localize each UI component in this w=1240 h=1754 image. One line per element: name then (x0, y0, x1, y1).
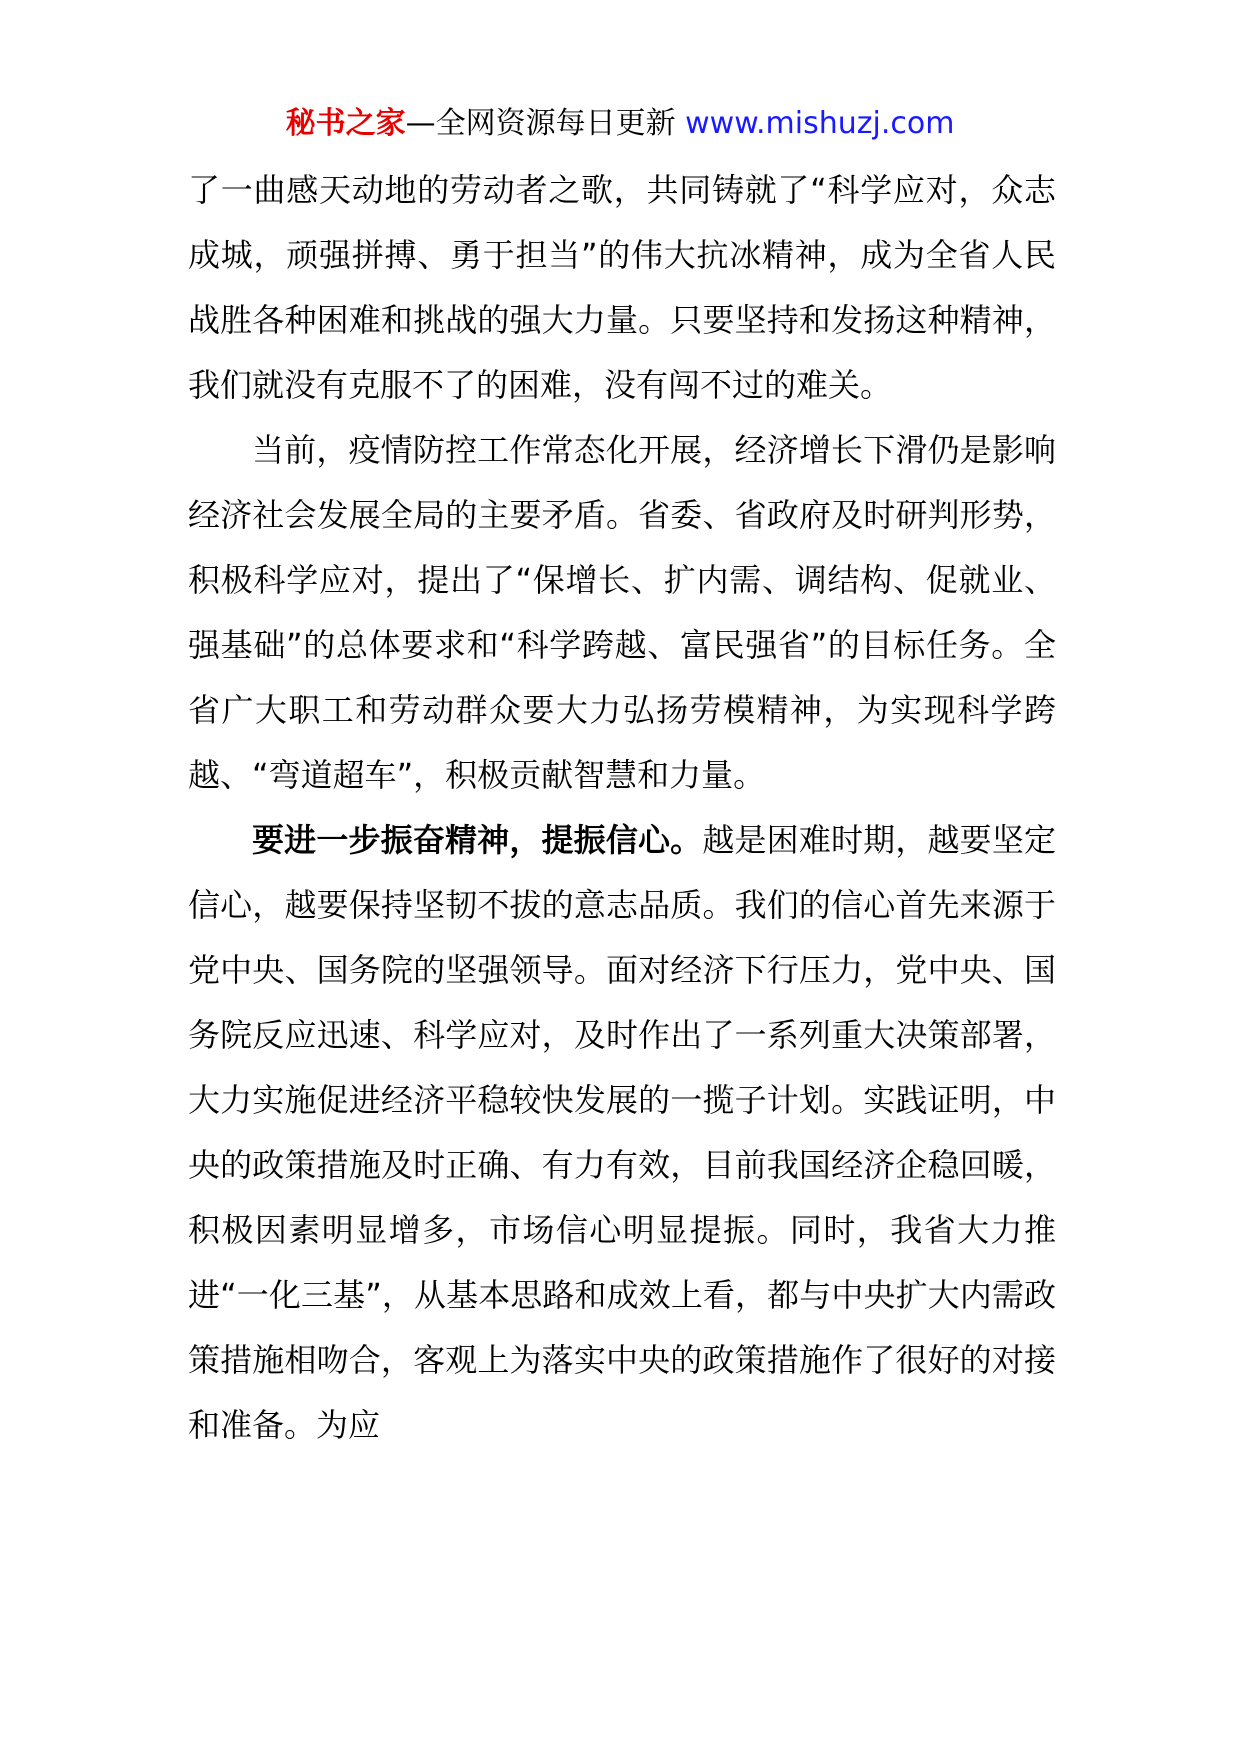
paragraph-3 (188, 808, 1056, 1458)
header-brand: 秘书之家 (285, 106, 406, 141)
paragraph-3-lead: 要进一步振奋精神，提振信心。 (252, 821, 703, 859)
paragraph-1-text: 了一曲感天动地的劳动者之歌，共同铸就了“科学应对，众志成城，顽强拼搏、勇于担当”的伟大抗冰精神，成为全省人民战胜各种困难和挑战的强大力量。只要坚持和发扬这种精神，我们就没有克服不了的困难，没有闯不过的难关。 (188, 171, 1056, 404)
page-header (0, 100, 1240, 148)
paragraph-2 (188, 418, 1056, 808)
paragraph-2-text: 当前，疫情防控工作常态化开展，经济增长下滑仍是影响经济社会发展全局的主要矛盾。省委、省政府及时研判形势，积极科学应对，提出了“保增长、扩内需、调结构、促就业、强基础”的总体要求和“科学跨越、富民强省”的目标任务。全省广大职工和劳动群众要大力弘扬劳模精神，为实现科学跨越、“弯道超车”，积极贡献智慧和力量。 (188, 431, 1056, 794)
paragraph-1 (188, 158, 1056, 418)
paragraph-3-text: 越是困难时期，越要坚定信心，越要保持坚韧不拔的意志品质。我们的信心首先来源于党中央、国务院的坚强领导。面对经济下行压力，党中央、国务院反应迅速、科学应对，及时作出了一系列重大决策部署，大力实施促进经济平稳较快发展的一揽子计划。实践证明，中央的政策措施及时正确、有力有效，目前我国经济企稳回暖，积极因素明显增多，市场信心明显提振。同时，我省大力推进“一化三基”，从基本思路和成效上看，都与中央扩大内需政策措施相吻合，客观上为落实中央的政策措施作了很好的对接和准备。为应 (188, 821, 1056, 1444)
document-body (188, 158, 1056, 1458)
header-site-link[interactable]: www.mishuzj.com (685, 106, 955, 141)
header-tagline: —全网资源每日更新 (405, 106, 686, 141)
